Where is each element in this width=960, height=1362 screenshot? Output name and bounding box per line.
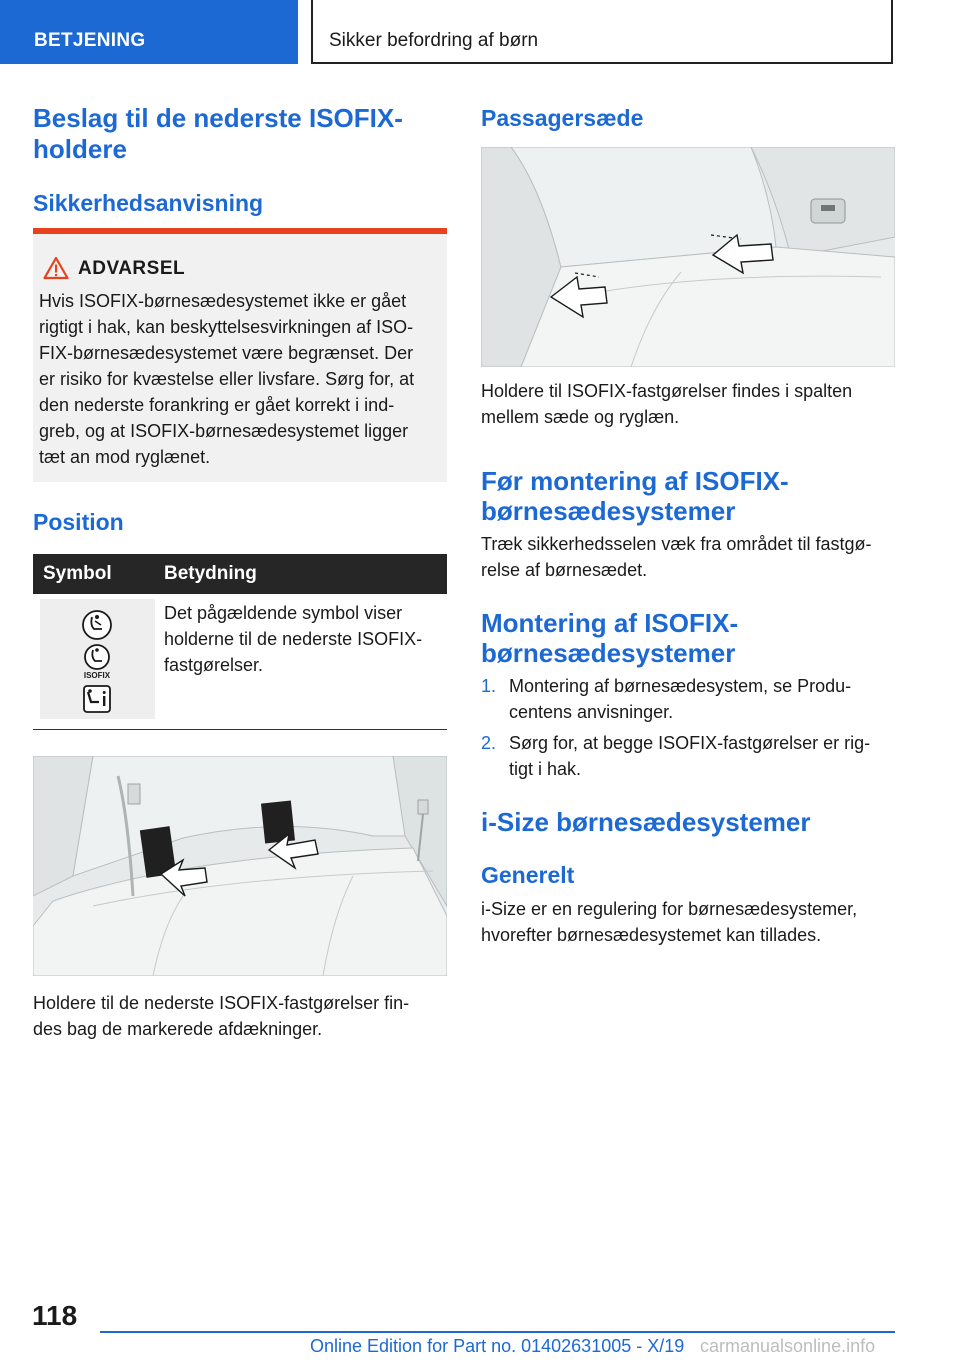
passenger-heading: Passagersæde: [481, 105, 644, 131]
rear-seat-caption: [33, 990, 453, 1042]
step-line: Montering af børnesædesystem, se Produ-: [509, 676, 852, 696]
isofix-child-seat-icon: [40, 599, 155, 719]
rear-seat-illustration: [33, 756, 447, 976]
general-text-line: hvorefter børnesædesystemet kan tillades.: [481, 925, 822, 945]
mounting-steps: [481, 673, 901, 782]
rear-caption-line: Holdere til de nederste ISOFIX-fastgørelser fin-: [33, 993, 410, 1013]
warning-line: Hvis ISOFIX-børnesædesystemet ikke er gået: [39, 291, 407, 311]
list-item: [481, 673, 901, 725]
before-heading-line: børnesædesystemer: [481, 496, 736, 526]
table-header-row: [33, 554, 447, 594]
header-section-label: BETJENING: [34, 30, 146, 51]
warning-box: [33, 228, 447, 482]
warning-label: ADVARSEL: [78, 258, 186, 279]
table-header-symbol: Symbol: [43, 563, 112, 584]
footer-rule: [100, 1331, 895, 1333]
table-header-meaning: Betydning: [164, 563, 257, 584]
general-heading: Generelt: [481, 862, 575, 888]
passenger-caption-line: mellem sæde og ryglæn.: [481, 407, 680, 427]
header-section-tab: [0, 0, 298, 64]
warning-line: er risiko for kvæstelse eller livsfare. Sørg for, at: [39, 369, 415, 389]
passenger-caption: [481, 378, 901, 430]
header-chapter-label: Sikker befordring af børn: [329, 30, 539, 51]
general-text: [481, 896, 901, 948]
mounting-heading-line: Montering af ISOFIX-: [481, 608, 739, 638]
step-line: centens anvisninger.: [509, 702, 674, 722]
isofix-symbols-cell: [40, 599, 155, 719]
warning-line: tæt an mod ryglænet.: [39, 447, 211, 467]
warning-line: greb, og at ISOFIX-børnesædesystemet ligger: [39, 421, 409, 441]
before-mounting-text: [481, 531, 901, 583]
before-text-line: relse af børnesædet.: [481, 560, 648, 580]
before-heading-line: Før montering af ISOFIX-: [481, 466, 789, 496]
warning-line: den nederste forankring er gået korrekt i ind-: [39, 395, 395, 415]
rear-caption-line: des bag de markerede afdækninger.: [33, 1019, 323, 1039]
table-desc-line: holderne til de nederste ISOFIX-: [164, 629, 423, 649]
table-desc-line: Det pågældende symbol viser: [164, 603, 403, 623]
warning-line: rigtigt i hak, kan beskyttelsesvirkningen af ISO-: [39, 317, 414, 337]
isofix-icon-label: ISOFIX: [83, 671, 111, 680]
step-line: Sørg for, at begge ISOFIX-fastgørelser er rig-: [509, 733, 871, 753]
general-text-line: i-Size er en regulering for børnesædesystemer,: [481, 899, 858, 919]
mounting-heading: [481, 608, 911, 668]
before-mounting-heading: [481, 466, 911, 526]
step-line: tigt i hak.: [509, 759, 582, 779]
footer-edition: Online Edition for Part no. 01402631005 - X/19: [310, 1336, 685, 1356]
warning-triangle-icon: [43, 256, 69, 280]
warning-line: FIX-børnesædesystemet være begrænset. Der: [39, 343, 414, 363]
list-item: [481, 730, 901, 782]
mounting-heading-line: børnesædesystemer: [481, 638, 736, 668]
page-title-line-1: Beslag til de nederste ISOFIX-: [33, 103, 403, 133]
safety-subtitle: Sikkerhedsanvisning: [33, 190, 264, 216]
passenger-caption-line: Holdere til ISOFIX-fastgørelser findes i spalten: [481, 381, 853, 401]
table-description: [164, 600, 444, 678]
header-chapter-box: [311, 0, 893, 64]
watermark: carmanualsonline.info: [700, 1336, 876, 1356]
page-title-line-2: holdere: [33, 134, 127, 164]
passenger-seat-illustration: [481, 147, 895, 367]
page-number: 118: [32, 1300, 78, 1331]
before-text-line: Træk sikkerhedsselen væk fra området til fastgø-: [481, 534, 872, 554]
table-desc-line: fastgørelser.: [164, 655, 264, 675]
table-bottom-rule: [33, 729, 447, 730]
step-number: 2.: [481, 733, 497, 753]
isize-heading: i-Size børnesædesystemer: [481, 807, 811, 837]
page-title: [33, 103, 453, 165]
warning-text: [39, 288, 443, 470]
position-heading: Position: [33, 509, 124, 535]
step-number: 1.: [481, 676, 497, 696]
